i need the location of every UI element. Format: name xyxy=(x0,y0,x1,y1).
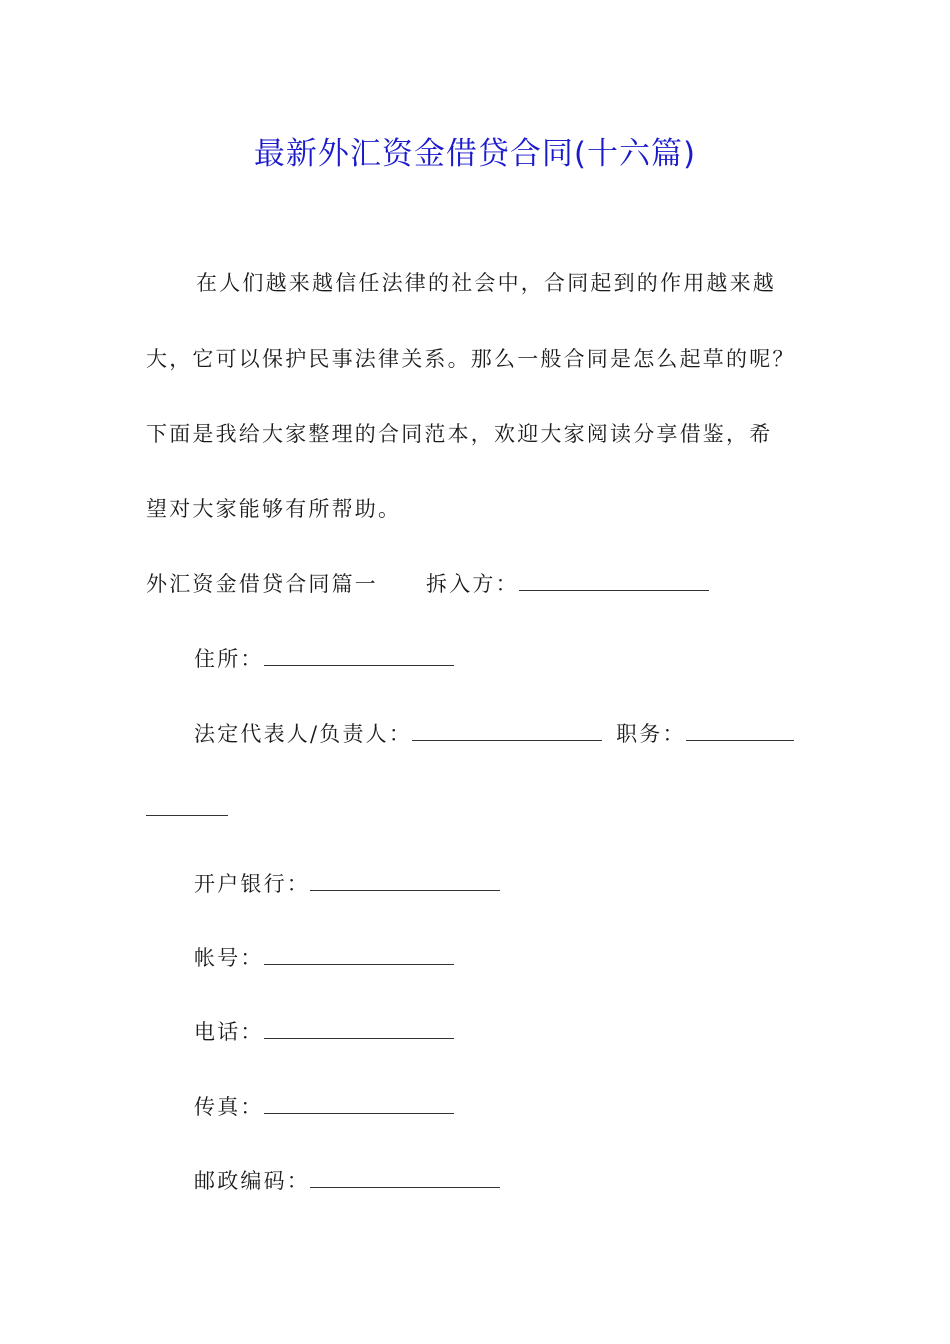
intro-line-3: 下面是我给大家整理的合同范本，欢迎大家阅读分享借鉴，希 xyxy=(146,422,773,446)
bank-field xyxy=(194,869,500,899)
intro-line-1: 在人们越来越信任法律的社会中，合同起到的作用越来越 xyxy=(196,271,776,295)
fax-field xyxy=(194,1092,454,1122)
bank-label: 开户银行： xyxy=(194,872,310,896)
postcode-field xyxy=(194,1166,500,1196)
phone-label: 电话： xyxy=(194,1020,264,1044)
address-blank xyxy=(264,645,454,666)
party-blank xyxy=(519,570,709,591)
fax-label: 传真： xyxy=(194,1095,264,1119)
section-heading: 外汇资金借贷合同篇一 xyxy=(146,572,378,596)
position-blank xyxy=(686,720,794,741)
legal-rep-field xyxy=(194,719,794,749)
phone-field xyxy=(194,1017,454,1047)
account-blank xyxy=(264,944,454,965)
bank-blank xyxy=(310,870,500,891)
position-blank-continued xyxy=(146,795,228,816)
account-label: 帐号： xyxy=(194,946,264,970)
document-title: 最新外汇资金借贷合同(十六篇) xyxy=(253,136,697,172)
legal-rep-label: 法定代表人/负责人： xyxy=(194,722,413,746)
postcode-blank xyxy=(310,1167,500,1188)
postcode-label: 邮政编码： xyxy=(194,1169,310,1193)
section-heading-line xyxy=(146,569,709,599)
address-field xyxy=(194,644,454,674)
position-label: 职务： xyxy=(616,722,686,746)
fax-blank xyxy=(264,1093,454,1114)
legal-rep-blank xyxy=(412,720,602,741)
address-label: 住所： xyxy=(194,647,264,671)
account-field xyxy=(194,943,454,973)
intro-line-4: 望对大家能够有所帮助。 xyxy=(146,497,402,521)
phone-blank xyxy=(264,1018,454,1039)
party-label: 拆入方： xyxy=(426,572,519,596)
intro-line-2: 大，它可以保护民事法律关系。那么一般合同是怎么起草的呢？ xyxy=(146,347,796,371)
position-blank-continued-line xyxy=(146,794,228,824)
